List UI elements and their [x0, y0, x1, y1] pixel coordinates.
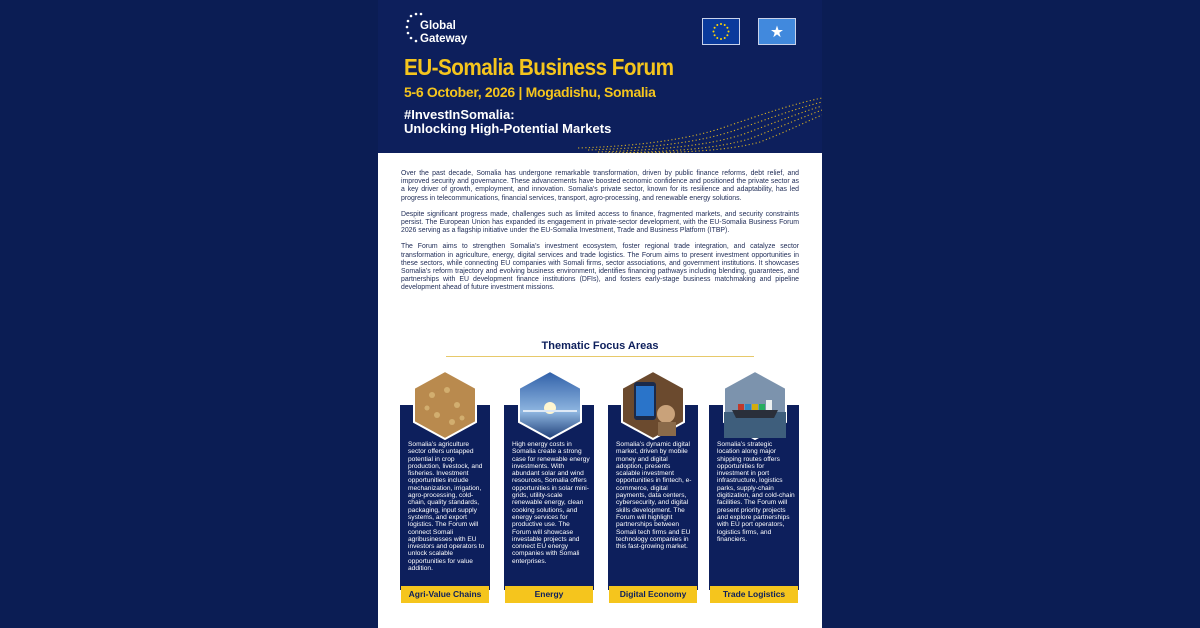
- hashtag: #InvestInSomalia:: [404, 107, 515, 122]
- card-text: Somalia’s agriculture sector offers untapped potential in crop production, livestock, and fisheries. Investment opportunities include mechanization, irrigation, agro-processing, cold-chain, quality standards, packaging, input supply systems, and export logistics. The Forum will connect Somali agribusinesses with EU investors and operators to unlock scalable opportunities for value addition.: [408, 441, 485, 573]
- card-text: Somalia’s strategic location along major shipping routes offers opportunities for investment in port infrastructure, logistics parks, supply-chain digitization, and cold-chain facilities. The Forum will present priority projects and explore partnerships with EU port operators, logistics firms, and financiers.: [717, 441, 795, 543]
- card-label: Trade Logistics: [710, 586, 798, 603]
- intro-text: [401, 170, 799, 301]
- right-background: [822, 0, 1200, 628]
- grain-image: [412, 370, 478, 440]
- event-date-location: 5-6 October, 2026 | Mogadishu, Somalia: [404, 84, 656, 100]
- card-label: Agri-Value Chains: [401, 586, 489, 603]
- mobile-phone-image: [620, 370, 686, 440]
- tagline: Unlocking High-Potential Markets: [404, 121, 612, 136]
- eu-flag-icon: [702, 18, 740, 45]
- left-background: [0, 0, 378, 628]
- flyer-header: [378, 0, 822, 153]
- flyer: [378, 0, 822, 628]
- card-label: Energy: [505, 586, 593, 603]
- decorative-gold-waves: [578, 88, 822, 153]
- page-title: EU-Somalia Business Forum: [404, 54, 674, 80]
- section-title: Thematic Focus Areas: [541, 340, 659, 352]
- paragraph: The Forum aims to strengthen Somalia’s investment ecosystem, foster regional trade integration, and catalyze sector transformation in agriculture, energy, digital services and trade logistics. The Forum aims to present investment opportunities in these sectors, while connecting EU companies with Somali firms, sector associations, and government institutions. It showcases Somalia’s reform trajectory and evolving business environment, identifies financing pathways including blending, guarantees, and partnerships with EU development finance institutions (DFIs), and fosters early-stage business matchmaking and pipeline development ahead of future investment missions.: [401, 243, 799, 292]
- logo-line-2: Gateway: [420, 33, 468, 45]
- global-gateway-logo: [420, 20, 467, 46]
- cargo-ship-image: [722, 370, 788, 440]
- section-divider: [446, 356, 754, 357]
- sunset-image: [517, 370, 583, 440]
- paragraph: Despite significant progress made, challenges such as limited access to finance, fragmented markets, and security constraints persist. The European Union has expanded its engagement in private-sector development, with the EU-Somalia Business Forum 2026 serving as a flagship initiative under the EU-Somalia Investment, Trade and Business Platform (ITBP).: [401, 210, 799, 235]
- card-text: High energy costs in Somalia create a strong case for renewable energy investments. With abundant solar and wind resources, Somalia offers opportunities in solar mini-grids, utility-scale renewable energy, clean cooking solutions, and energy services for productive use. The Forum will showcase investable projects and connect EU energy companies with Somali enterprises.: [512, 441, 590, 565]
- paragraph: Over the past decade, Somalia has undergone remarkable transformation, driven by public finance reforms, debt relief, and improved security and governance. These advancements have boosted economic confidence and positioned the private sector as a key driver of growth, employment, and innovation. Somalia’s private sector, known for its resilience and adaptability, has led progress in telecommunications, financial services, transport, agro-processing, and renewable energy solutions.: [401, 170, 799, 202]
- card-text: Somalia’s dynamic digital market, driven by mobile money and digital adoption, presents scalable investment opportunities in fintech, e-commerce, digital payments, data centers, cybersecurity, and digital skills development. The Forum will highlight partnerships between Somali tech firms and EU technology companies in this fast-growing market.: [616, 441, 692, 551]
- card-label: Digital Economy: [609, 586, 697, 603]
- somalia-flag-icon: [758, 18, 796, 45]
- logo-line-1: Global: [420, 20, 456, 32]
